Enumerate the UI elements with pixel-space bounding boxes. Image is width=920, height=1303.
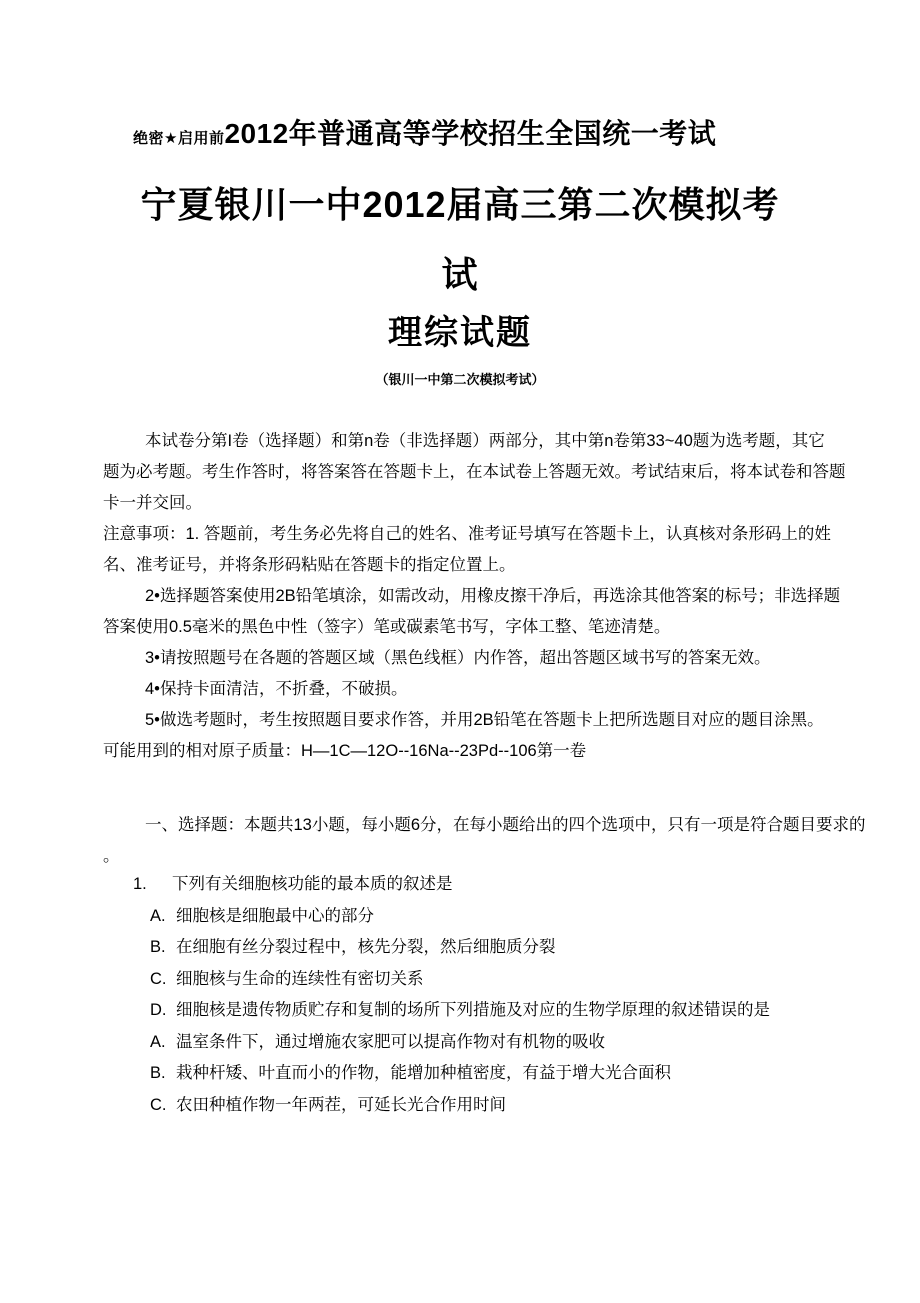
text-line: 题为必考题。考生作答时，将答案答在答题卡上，在本试卷上答题无效。考试结束后，将本试卷和答题 bbox=[103, 463, 846, 481]
main-title bbox=[60, 170, 860, 310]
option-row bbox=[133, 1027, 823, 1059]
option-row bbox=[133, 964, 823, 996]
question-block bbox=[133, 869, 823, 1121]
text-line: 本试卷分第I卷（选择题）和第n卷（非选择题）两部分，其中第n卷第33~40题为选考题，其它 bbox=[145, 432, 825, 450]
option-row bbox=[133, 1090, 823, 1122]
option-row bbox=[133, 901, 823, 933]
option-label: A. bbox=[150, 1032, 166, 1051]
option-text: 细胞核是细胞最中心的部分 bbox=[176, 906, 374, 925]
document-header bbox=[133, 112, 716, 152]
question-number: 1. bbox=[133, 875, 147, 893]
question-row bbox=[133, 869, 823, 901]
option-text: 细胞核是遗传物质贮存和复制的场所下列措施及对应的生物学原理的叙述错误的是 bbox=[176, 1001, 770, 1019]
classification-label: 绝密★启用前 bbox=[133, 130, 225, 147]
text-line: 名、准考证号，并将条形码粘贴在答题卡的指定位置上。 bbox=[103, 556, 516, 574]
option-text: 在细胞有丝分裂过程中，核先分裂，然后细胞质分裂 bbox=[176, 938, 556, 956]
text-line: 5•做选考题时，考生按照题目要求作答，并用2B铅笔在答题卡上把所选题目对应的题目涂黑。 bbox=[145, 711, 824, 729]
text-line: 可能用到的相对原子质量：H—1C—12O--16Na--23Pd--106第一卷 bbox=[103, 742, 587, 760]
option-row bbox=[133, 932, 823, 964]
option-row bbox=[133, 995, 823, 1027]
option-row bbox=[133, 1058, 823, 1090]
option-label: A. bbox=[150, 906, 166, 925]
option-label: C. bbox=[150, 1095, 167, 1114]
option-text: 温室条件下，通过增施农家肥可以提高作物对有机物的吸收 bbox=[176, 1032, 605, 1051]
option-label: C. bbox=[150, 969, 167, 988]
text-line: 答案使用0.5毫米的黑色中性（签字）笔或碳素笔书写，字体工整、笔迹清楚。 bbox=[103, 618, 671, 636]
text-line: 一、选择题：本题共13小题，每小题6分，在每小题给出的四个选项中，只有一项是符合题目要求的 bbox=[145, 816, 866, 834]
text-line: 3•请按照题号在各题的答题区域（黑色线框）内作答，超出答题区域书写的答案无效。 bbox=[145, 649, 771, 667]
option-text: 栽种杆矮、叶直而小的作物，能增加种植密度，有益于增大光合面积 bbox=[176, 1064, 671, 1082]
section-one-heading bbox=[103, 810, 866, 872]
subject-title: 理综试题 bbox=[388, 314, 532, 352]
question-text: 下列有关细胞核功能的最本质的叙述是 bbox=[172, 875, 453, 893]
main-title-line-2: 试 bbox=[441, 254, 479, 295]
option-text: 细胞核与生命的连续性有密切关系 bbox=[176, 969, 424, 988]
option-label: B. bbox=[150, 938, 166, 956]
main-title-line-1: 宁夏银川一中2012届高三第二次模拟考 bbox=[140, 184, 780, 225]
subtitle: （银川一中第二次模拟考试） bbox=[375, 372, 545, 387]
option-text: 农田种植作物一年两茬，可延长光合作用时间 bbox=[176, 1095, 506, 1114]
text-line: 注意事项：1. 答题前，考生务必先将自己的姓名、准考证号填写在答题卡上，认真核对条形码上的姓 bbox=[103, 525, 831, 543]
text-line: 4•保持卡面清洁，不折叠，不破损。 bbox=[145, 680, 408, 698]
text-line: 卡一并交回。 bbox=[103, 494, 202, 512]
option-label: B. bbox=[150, 1064, 166, 1082]
text-line: 2•选择题答案使用2B铅笔填涂，如需改动，用橡皮擦干净后，再选涂其他答案的标号；非选择题 bbox=[145, 587, 841, 605]
exam-instructions bbox=[103, 426, 846, 767]
national-exam-name: 2012年普通高等学校招生全国统一考试 bbox=[224, 118, 717, 149]
option-label: D. bbox=[150, 1001, 167, 1019]
text-line: 。 bbox=[103, 847, 120, 865]
